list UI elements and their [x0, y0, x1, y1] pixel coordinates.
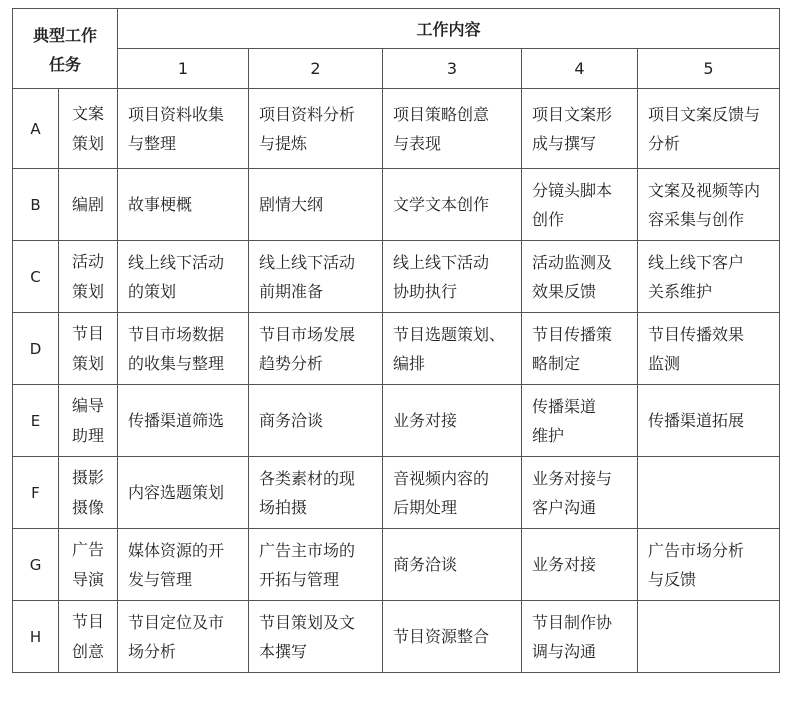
content-cell — [522, 89, 638, 169]
content-line: 监测 — [648, 353, 681, 373]
content-cell — [249, 457, 383, 529]
content-cell — [118, 169, 249, 241]
content-cell — [249, 169, 383, 241]
content-cell — [249, 385, 383, 457]
content-line: 分镜头脚本 — [532, 180, 613, 200]
content-line: 前期准备 — [259, 281, 324, 301]
content-line: 节目市场发展 — [259, 324, 356, 344]
content-cell — [383, 169, 522, 241]
content-line: 媒体资源的开 — [128, 540, 225, 560]
content-line: 维护 — [532, 425, 565, 445]
content-cell — [118, 457, 249, 529]
content-line: 项目策略创意 — [393, 104, 490, 124]
task-name-line: 助理 — [71, 425, 104, 445]
row-code: A — [13, 89, 59, 169]
content-cell — [638, 89, 780, 169]
task-name — [59, 89, 118, 169]
content-line: 项目资料分析 — [259, 104, 356, 124]
row-code: H — [13, 601, 59, 673]
task-name-line: 摄影 — [71, 467, 104, 487]
content-cell — [383, 313, 522, 385]
task-name-line: 摄像 — [71, 497, 104, 517]
content-line: 分析 — [648, 133, 681, 153]
content-line: 节目传播效果 — [648, 324, 745, 344]
content-line: 容采集与创作 — [648, 209, 745, 229]
content-line: 故事梗概 — [128, 195, 193, 214]
row-code: C — [13, 241, 59, 313]
task-header-line1: 典型工作 — [32, 25, 97, 45]
content-line: 场拍摄 — [259, 497, 308, 517]
content-line: 的策划 — [128, 281, 177, 301]
content-header: 工作内容 — [118, 9, 780, 49]
content-cell — [638, 241, 780, 313]
task-name — [59, 169, 118, 241]
task-name-line: 文案 — [71, 103, 104, 123]
content-line: 成与撰写 — [532, 133, 597, 153]
content-line: 业务对接与 — [532, 468, 613, 488]
content-line: 文学文本创作 — [393, 195, 490, 214]
task-name-line: 活动 — [71, 251, 104, 271]
column-number: 1 — [118, 49, 249, 89]
content-line: 内容选题策划 — [128, 483, 225, 502]
content-line: 略制定 — [532, 353, 581, 373]
content-line: 广告主市场的 — [259, 540, 356, 560]
task-name-line: 策划 — [71, 353, 104, 373]
content-line: 商务洽谈 — [259, 411, 324, 430]
task-header-line2: 任务 — [48, 54, 81, 74]
content-cell — [522, 241, 638, 313]
content-cell — [522, 457, 638, 529]
content-cell — [249, 241, 383, 313]
table-row — [13, 89, 780, 169]
table-row — [13, 385, 780, 457]
column-number: 4 — [522, 49, 638, 89]
table-row — [13, 241, 780, 313]
task-name — [59, 385, 118, 457]
content-line: 后期处理 — [393, 497, 458, 517]
column-number: 3 — [383, 49, 522, 89]
table-row — [13, 313, 780, 385]
content-line: 节目定位及市 — [128, 612, 225, 632]
content-line: 场分析 — [128, 641, 177, 661]
content-cell — [522, 313, 638, 385]
task-name — [59, 313, 118, 385]
row-code: B — [13, 169, 59, 241]
content-line: 业务对接 — [532, 555, 597, 574]
content-line: 线上线下活动 — [128, 252, 225, 272]
content-line: 本撰写 — [259, 641, 308, 661]
content-cell — [522, 385, 638, 457]
content-cell — [118, 385, 249, 457]
content-line: 业务对接 — [393, 411, 458, 430]
content-line: 节目策划及文 — [259, 612, 356, 632]
content-cell — [638, 601, 780, 673]
row-code: F — [13, 457, 59, 529]
content-line: 节目选题策划、 — [393, 324, 506, 344]
content-line: 创作 — [532, 209, 565, 229]
table-row — [13, 457, 780, 529]
row-code: G — [13, 529, 59, 601]
content-cell — [638, 385, 780, 457]
content-cell — [638, 313, 780, 385]
content-cell — [249, 529, 383, 601]
table-row — [13, 529, 780, 601]
task-name-line: 节目 — [71, 611, 104, 631]
content-line: 活动监测及 — [532, 252, 613, 272]
content-line: 节目资源整合 — [393, 627, 490, 646]
content-cell — [249, 313, 383, 385]
content-cell — [383, 601, 522, 673]
content-line: 发与管理 — [128, 569, 193, 589]
content-line: 商务洽谈 — [393, 555, 458, 574]
content-line: 线上线下活动 — [393, 252, 490, 272]
content-cell — [638, 169, 780, 241]
content-line: 广告市场分析 — [648, 540, 745, 560]
content-line: 传播渠道筛选 — [128, 411, 225, 430]
table-row — [13, 169, 780, 241]
content-line: 节目制作协 — [532, 612, 613, 632]
content-line: 与提炼 — [259, 133, 308, 153]
content-line: 趋势分析 — [259, 353, 324, 373]
content-cell — [522, 169, 638, 241]
task-name-line: 编剧 — [71, 194, 104, 214]
content-line: 线上线下活动 — [259, 252, 356, 272]
content-line: 音视频内容的 — [393, 468, 490, 488]
content-line: 线上线下客户 — [648, 252, 745, 272]
content-line: 传播渠道 — [532, 396, 597, 416]
content-cell — [383, 457, 522, 529]
content-line: 项目文案形 — [532, 104, 613, 124]
task-name — [59, 241, 118, 313]
column-number: 2 — [249, 49, 383, 89]
content-line: 与反馈 — [648, 569, 697, 589]
content-line: 节目传播策 — [532, 324, 613, 344]
table-row — [13, 601, 780, 673]
task-name-line: 导演 — [71, 569, 104, 589]
content-line: 节目市场数据 — [128, 324, 225, 344]
content-line: 剧情大纲 — [259, 195, 324, 214]
task-header — [13, 9, 118, 89]
content-line: 与表现 — [393, 133, 442, 153]
content-line: 客户沟通 — [532, 497, 597, 517]
content-line: 项目资料收集 — [128, 104, 225, 124]
content-cell — [638, 457, 780, 529]
column-number: 5 — [638, 49, 780, 89]
content-line: 的收集与整理 — [128, 353, 225, 373]
task-name-line: 节目 — [71, 323, 104, 343]
row-code: D — [13, 313, 59, 385]
content-line: 协助执行 — [393, 281, 458, 301]
content-cell — [638, 529, 780, 601]
content-cell — [522, 601, 638, 673]
task-name-line: 广告 — [71, 539, 104, 559]
content-cell — [118, 313, 249, 385]
task-name-line: 策划 — [71, 281, 104, 301]
content-line: 调与沟通 — [532, 641, 597, 661]
content-line: 各类素材的现 — [259, 468, 356, 488]
content-cell — [383, 89, 522, 169]
content-cell — [118, 529, 249, 601]
content-cell — [249, 601, 383, 673]
content-cell — [249, 89, 383, 169]
content-cell — [118, 89, 249, 169]
content-line: 关系维护 — [648, 281, 713, 301]
content-line: 文案及视频等内 — [648, 180, 761, 200]
content-line: 开拓与管理 — [259, 569, 340, 589]
content-cell — [118, 241, 249, 313]
content-cell — [522, 529, 638, 601]
content-line: 项目文案反馈与 — [648, 104, 761, 124]
task-name — [59, 529, 118, 601]
content-line: 传播渠道拓展 — [648, 411, 745, 430]
content-line: 与整理 — [128, 133, 177, 153]
content-cell — [383, 385, 522, 457]
task-name — [59, 457, 118, 529]
content-cell — [118, 601, 249, 673]
content-cell — [383, 241, 522, 313]
task-name-line: 编导 — [71, 395, 104, 415]
task-name-line: 策划 — [71, 133, 104, 153]
task-name-line: 创意 — [71, 641, 104, 661]
content-line: 编排 — [393, 353, 426, 373]
work-task-table — [12, 8, 780, 673]
content-line: 效果反馈 — [532, 281, 597, 301]
task-name — [59, 601, 118, 673]
row-code: E — [13, 385, 59, 457]
content-cell — [383, 529, 522, 601]
